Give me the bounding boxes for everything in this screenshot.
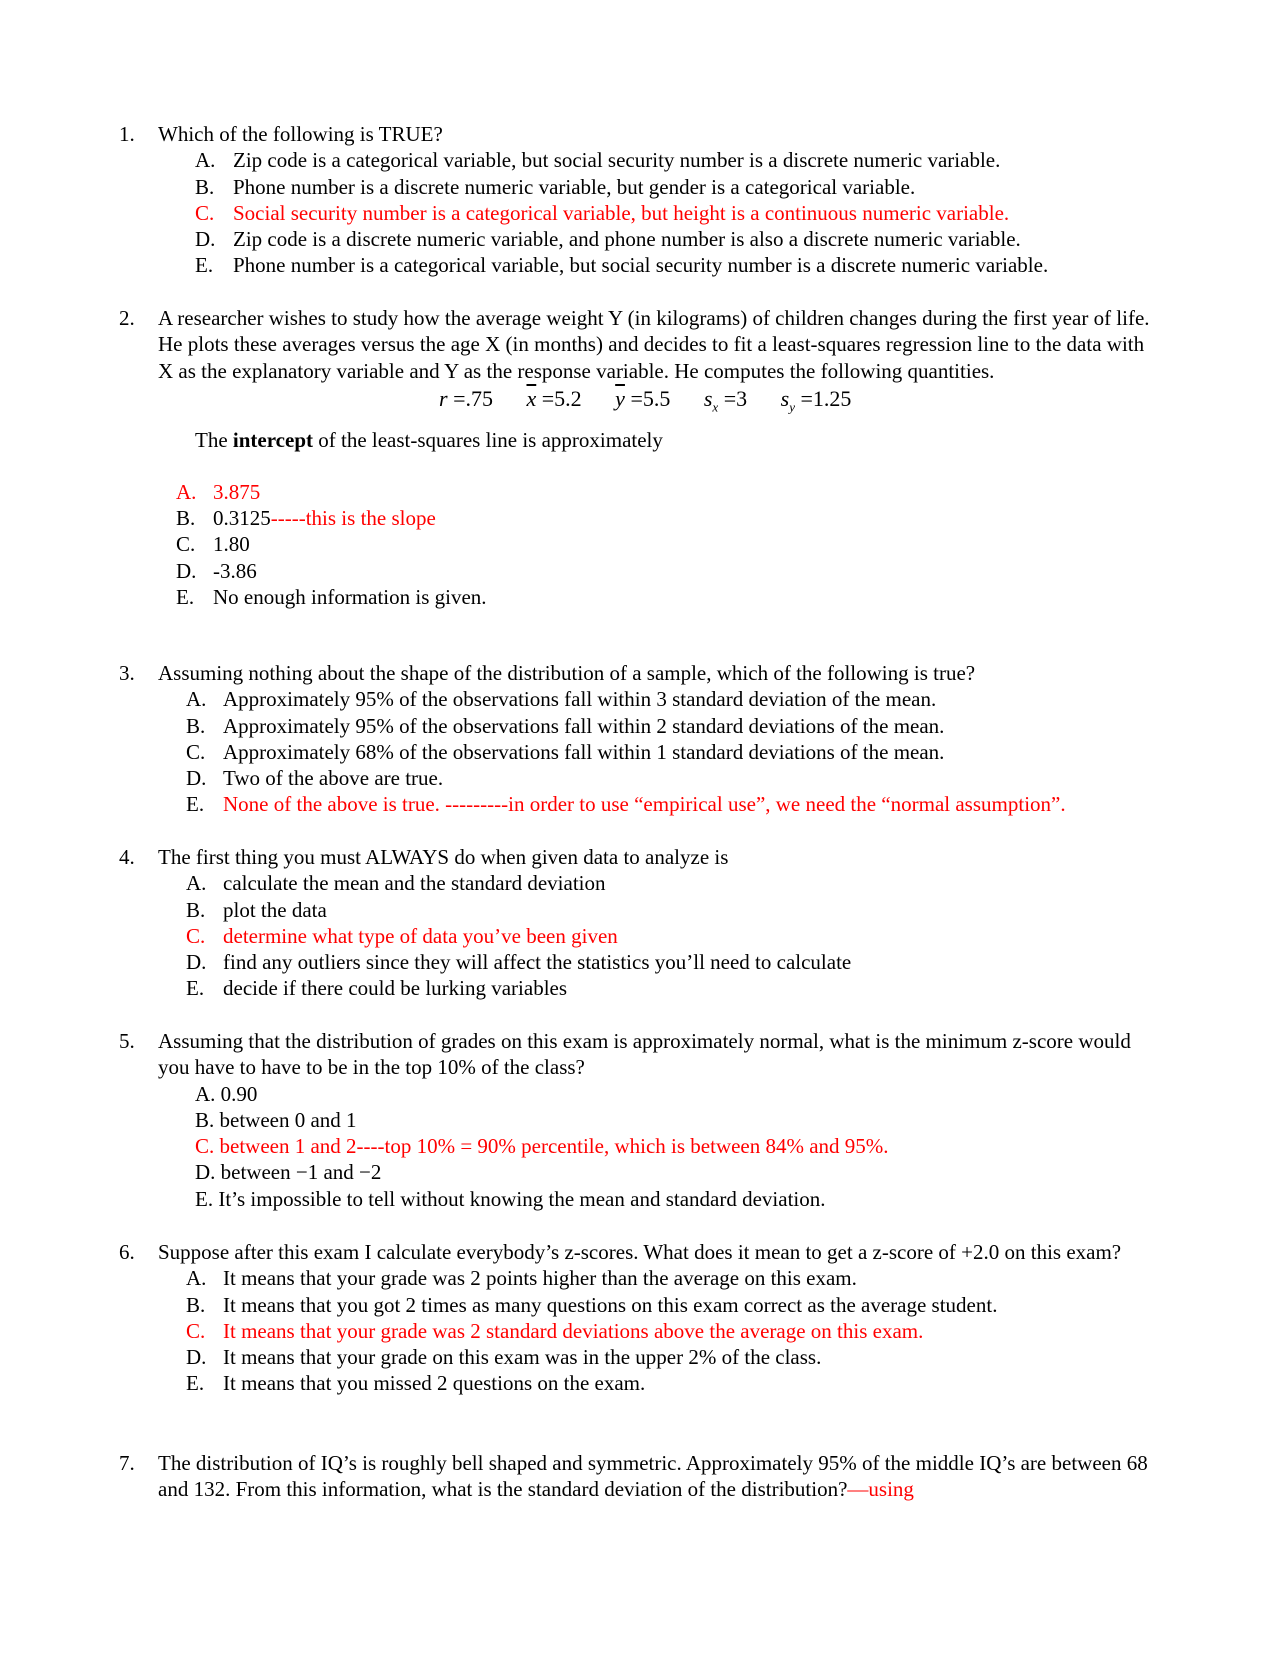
option-b — [119, 174, 1159, 200]
question-2 — [119, 305, 1159, 610]
option-text: 3.875 — [213, 479, 261, 504]
option-c-answer — [119, 1318, 1159, 1344]
option-text: It means that your grade on this exam was in the upper 2% of the class. — [223, 1345, 822, 1370]
option-letter: D. — [176, 558, 197, 583]
option-c-answer: C. between 1 and 2----top 10% = 90% percentile, which is between 84% and 95%. — [195, 1134, 889, 1159]
option-letter: C. — [195, 200, 215, 225]
option-letter: C. — [186, 739, 206, 764]
option-letter: A. — [195, 148, 216, 173]
option-text: Approximately 68% of the observations fall within 1 standard deviations of the mean. — [223, 739, 945, 764]
option-text: Two of the above are true. — [223, 766, 444, 791]
option-c — [119, 739, 1159, 765]
option-text: calculate the mean and the standard deviation — [223, 871, 606, 896]
question-stem: The first thing you must ALWAYS do when given data to analyze is — [158, 845, 729, 869]
question-prompt — [195, 427, 1159, 453]
option-text: Approximately 95% of the observations fall within 3 standard deviation of the mean. — [223, 687, 937, 712]
option-text: It means that your grade was 2 points higher than the average on this exam. — [223, 1266, 857, 1291]
option-a: A. 0.90 — [195, 1081, 258, 1106]
question-5 — [119, 1028, 1159, 1212]
question-number: 1. — [119, 122, 135, 146]
sy-value: =1.25 — [794, 385, 852, 411]
option-c-answer — [119, 923, 1159, 949]
option-letter: D. — [186, 1345, 207, 1370]
y-bar-symbol: $\overline{y}$ — [615, 385, 625, 411]
option-a-answer — [119, 479, 1159, 505]
option-e — [119, 1370, 1159, 1396]
option-text: Zip code is a categorical variable, but social security number is a discrete numeric variable. — [233, 148, 1001, 173]
option-a — [119, 1265, 1159, 1291]
option-text: Approximately 95% of the observations fall within 2 standard deviations of the mean. — [223, 713, 945, 738]
option-letter: E. — [186, 1371, 205, 1396]
option-text: determine what type of data you’ve been given — [223, 923, 618, 948]
option-c — [119, 531, 1159, 557]
option-text: plot the data — [223, 897, 327, 922]
y-bar-value: =5.5 — [624, 385, 671, 411]
option-letter: A. — [176, 479, 197, 504]
option-letter: D. — [195, 227, 216, 252]
sy-subscript: y — [789, 399, 795, 415]
option-text: -3.86 — [213, 558, 257, 583]
option-letter: B. — [186, 897, 206, 922]
option-d — [119, 226, 1159, 252]
question-4 — [119, 844, 1159, 1002]
question-stem: A researcher wishes to study how the average weight Y (in kilograms) of children changes during the first year of life. He plots these averages versus the age X (in months) and decides to fit a least-squares regression line to the data with X as the explanatory variable and Y as the response variable. He computes the following quantities. — [158, 306, 1150, 383]
option-letter: D. — [186, 950, 207, 975]
question-1 — [119, 121, 1159, 279]
option-a — [119, 870, 1159, 896]
option-letter: C. — [186, 1318, 206, 1343]
question-7 — [119, 1450, 1159, 1503]
option-text: No enough information is given. — [213, 585, 487, 610]
question-number: 6. — [119, 1240, 135, 1264]
stem-text: The distribution of IQ’s is roughly bell shaped and symmetric. Approximately 95% of the middle IQ’s are between 68 and 132. From this information, what is the standard deviation of the distribution? — [158, 1451, 1148, 1502]
option-letter: B. — [195, 174, 215, 199]
option-b — [119, 713, 1159, 739]
option-letter: E. — [186, 792, 205, 817]
sy-symbol: s — [780, 385, 790, 411]
question-stem: Suppose after this exam I calculate everybody’s z-scores. What does it mean to get a z-score of +2.0 on this exam? — [158, 1240, 1122, 1264]
option-letter: E. — [176, 585, 195, 610]
option-e — [119, 975, 1159, 1001]
prompt-text: of the least-squares line is approximately — [313, 427, 663, 452]
option-e: E. It’s impossible to tell without knowing the mean and standard deviation. — [195, 1186, 826, 1211]
sx-subscript: x — [712, 399, 719, 415]
option-text: Phone number is a categorical variable, but social security number is a discrete numeric variable. — [233, 253, 1049, 278]
option-d: D. between −1 and −2 — [195, 1160, 382, 1185]
option-e — [119, 584, 1159, 610]
option-text: decide if there could be lurking variables — [223, 976, 568, 1001]
sx-value: =3 — [718, 385, 748, 411]
option-letter: B. — [176, 506, 196, 531]
option-a — [119, 147, 1159, 173]
option-e — [119, 252, 1159, 278]
option-letter: B. — [186, 1292, 206, 1317]
statistics-formula — [439, 386, 1159, 421]
r-value: =.75 — [447, 385, 493, 411]
question-6 — [119, 1239, 1159, 1397]
option-letter: C. — [176, 532, 196, 557]
option-letter: E. — [186, 976, 205, 1001]
r-symbol: r — [439, 385, 448, 411]
option-text: It means that your grade was 2 standard deviations above the average on this exam. — [223, 1318, 924, 1343]
option-e-answer — [119, 791, 1159, 817]
option-b: B. between 0 and 1 — [195, 1107, 357, 1132]
option-text: 0.3125 — [213, 506, 271, 531]
option-text: None of the above is true. ---------in order to use “empirical use”, we need the “normal assumption”. — [223, 792, 1066, 817]
option-letter: B. — [186, 713, 206, 738]
option-b — [119, 897, 1159, 923]
option-d — [119, 1344, 1159, 1370]
x-bar-symbol: $\overline{x}$ — [526, 385, 537, 411]
option-d — [119, 949, 1159, 975]
option-letter: C. — [186, 923, 206, 948]
option-a — [119, 686, 1159, 712]
question-number: 3. — [119, 661, 135, 685]
question-number: 2. — [119, 306, 135, 330]
x-bar-value: =5.2 — [536, 385, 582, 411]
option-letter: A. — [186, 871, 207, 896]
option-text: Zip code is a discrete numeric variable, and phone number is also a discrete numeric variable. — [233, 227, 1021, 252]
sx-symbol: s — [703, 385, 713, 411]
option-letter: E. — [195, 253, 214, 278]
option-text: Social security number is a categorical variable, but height is a continuous numeric variable. — [233, 200, 1010, 225]
question-stem: Assuming nothing about the shape of the distribution of a sample, which of the following is true? — [158, 661, 976, 685]
question-number: 4. — [119, 845, 135, 869]
question-stem — [158, 1450, 1159, 1503]
question-number: 7. — [119, 1451, 135, 1475]
prompt-text: The — [195, 427, 233, 452]
prompt-bold: intercept — [232, 427, 313, 452]
question-3 — [119, 660, 1159, 818]
option-letter: A. — [186, 1266, 207, 1291]
question-stem: Which of the following is TRUE? — [158, 122, 443, 146]
option-b — [119, 1292, 1159, 1318]
option-d — [119, 558, 1159, 584]
option-text: It means that you missed 2 questions on the exam. — [223, 1371, 646, 1396]
option-letter: D. — [186, 766, 207, 791]
option-text: It means that you got 2 times as many questions on this exam correct as the average student. — [223, 1292, 998, 1317]
answer-note: —using — [847, 1477, 914, 1502]
option-text: Phone number is a discrete numeric variable, but gender is a categorical variable. — [233, 174, 916, 199]
option-text: find any outliers since they will affect the statistics you’ll need to calculate — [223, 950, 852, 975]
option-b — [119, 505, 1159, 531]
question-number: 5. — [119, 1029, 135, 1053]
option-d — [119, 765, 1159, 791]
question-stem: Assuming that the distribution of grades on this exam is approximately normal, what is the minimum z-score would you have to have to be in the top 10% of the class? — [158, 1029, 1131, 1080]
option-c-answer — [119, 200, 1159, 226]
option-letter: A. — [186, 687, 207, 712]
answer-note: -----this is the slope — [270, 506, 436, 531]
option-text: 1.80 — [213, 532, 250, 557]
